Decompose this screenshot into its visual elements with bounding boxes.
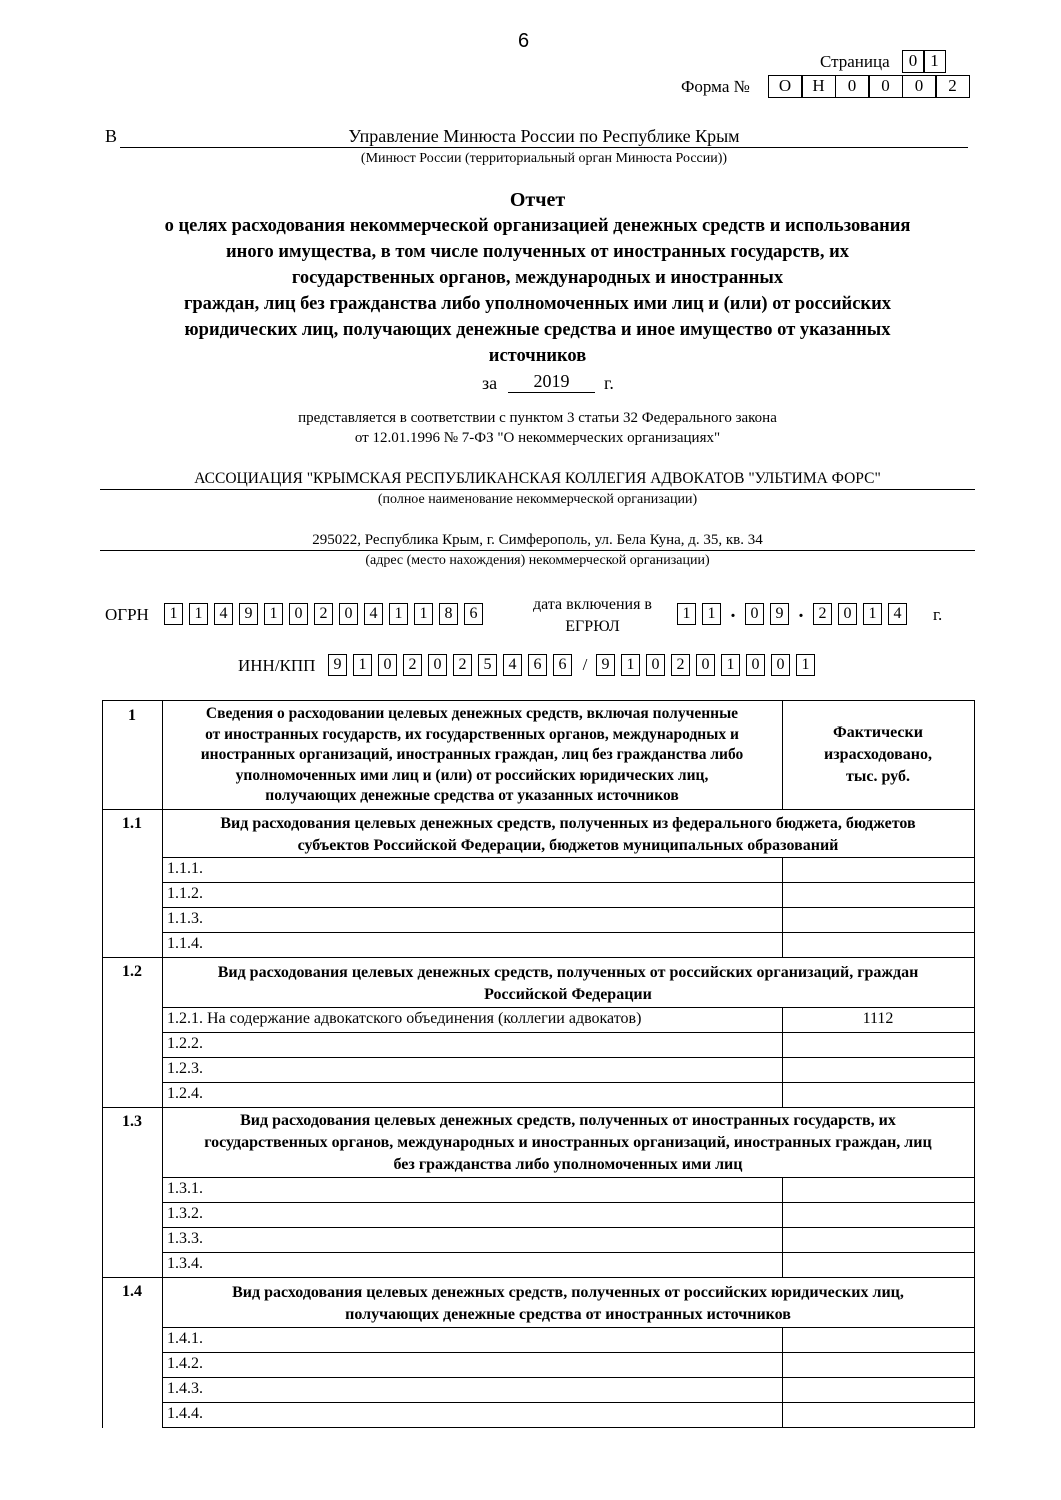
kpp-digit-box: 0 [771, 654, 790, 676]
ogrn-digit-box: 8 [439, 603, 458, 625]
ogrn-digit-box: 0 [339, 603, 358, 625]
section-num: 1.3 [122, 1113, 142, 1130]
inn-digit-box: 9 [328, 654, 347, 676]
recipient-caption: (Минюст России (территориальный орган Минюста России)) [360, 151, 728, 166]
ogrn-digits [164, 603, 489, 625]
ogrn-digit-box: 4 [214, 603, 233, 625]
form-char-box: О [768, 75, 803, 98]
kpp-digit-box: 2 [671, 654, 690, 676]
head-value-line: тыс. руб. [846, 768, 910, 785]
inn-kpp-slash: / [582, 655, 588, 674]
form-label: Форма № [681, 77, 750, 96]
egrul-label-line: дата включения в [533, 596, 652, 613]
subtitle-line: иного имущества, в том числе полученных от иностранных государств, их [226, 242, 849, 262]
ogrn-digit-box: 2 [314, 603, 333, 625]
table-head-description [162, 704, 782, 807]
kpp-digit-box: 1 [621, 654, 640, 676]
kpp-digit-box: 1 [721, 654, 740, 676]
inn-kpp-label: ИНН/КПП [238, 656, 316, 675]
ogrn-digit-box: 1 [264, 603, 283, 625]
section-title-line: Вид расходования целевых денежных средств, полученных от российских организаций, граждан [217, 964, 919, 981]
organization-address: 295022, Республика Крым, г. Симферополь, ул. Бела Куна, д. 35, кв. 34 [312, 532, 763, 548]
table-row-label: 1.2.1. На содержание адвокатского объединения (коллегии адвокатов) [167, 1010, 642, 1027]
inn-digit-box: 2 [453, 654, 472, 676]
table-row-label: 1.2.3. [167, 1060, 203, 1077]
table-row-label: 1.4.1. [167, 1330, 203, 1347]
form-number [769, 75, 970, 98]
legal-basis-line1: представляется в соответствии с пунктом 3 статьи 32 Федерального закона [298, 410, 777, 426]
egrul-year-box: 4 [888, 603, 907, 625]
kpp-digit-box: 0 [746, 654, 765, 676]
egrul-suffix: г. [933, 605, 943, 624]
section-title-line: Вид расходования целевых денежных средств, полученных от иностранных государств, их [240, 1112, 896, 1129]
inn-digit-box: 2 [403, 654, 422, 676]
table-row-label: 1.4.4. [167, 1405, 203, 1422]
head-desc-line: от иностранных государств, их государственных органов, международных и [205, 725, 739, 743]
table-row-label: 1.2.4. [167, 1085, 203, 1102]
egrul-year-box: 2 [813, 603, 832, 625]
ogrn-digit-box: 4 [364, 603, 383, 625]
organization-name-caption: (полное наименование некоммерческой организации) [377, 492, 698, 507]
inn-digit-box: 4 [503, 654, 522, 676]
inn-digit-box: 0 [378, 654, 397, 676]
section-title-line: Вид расходования целевых денежных средств, полученных от российских юридических лиц, [232, 1284, 904, 1301]
head-desc-line: иностранных организаций, иностранных граждан, лиц без гражданства либо [200, 746, 744, 763]
table-row-label: 1.2.2. [167, 1035, 203, 1052]
page-digits [903, 50, 946, 73]
table-row-label: 1.1.3. [167, 910, 203, 927]
page-digit-box: 0 [902, 50, 925, 73]
section-title [162, 813, 974, 857]
subtitle-line: о целях расходования некоммерческой организацией денежных средств и использования [164, 216, 911, 236]
report-title: Отчет [509, 189, 566, 211]
head-desc-line: получающих денежные средства от указанных источников [265, 787, 679, 804]
page-digit-box: 1 [923, 50, 946, 73]
head-desc-line: уполномоченных ими лиц и (или) от российских юридических лиц, [235, 766, 709, 784]
form-char-box: 2 [935, 75, 970, 98]
table-row-label: 1.3.4. [167, 1255, 203, 1272]
year-suffix: г. [604, 373, 614, 393]
table-head-num: 1 [128, 707, 136, 724]
recipient-value: Управление Минюста России по Республике Крым [348, 126, 740, 146]
ogrn-label: ОГРН [105, 605, 149, 624]
subtitle-line: источников [488, 346, 587, 366]
kpp-digit-box: 0 [646, 654, 665, 676]
ogrn-digit-box: 9 [239, 603, 258, 625]
ogrn-digit-box: 1 [389, 603, 408, 625]
ogrn-digit-box: 6 [464, 603, 483, 625]
ogrn-digit-box: 1 [189, 603, 208, 625]
year-prefix: за [482, 373, 498, 393]
section-title-line: государственных органов, международных и иностранных организаций, иностранных граждан, лиц [204, 1134, 932, 1151]
table-row-label: 1.1.1. [167, 860, 203, 877]
date-dot: . [798, 599, 804, 622]
ogrn-digit-box: 0 [289, 603, 308, 625]
form-char-box: 0 [835, 75, 870, 98]
section-title-line: без гражданства либо уполномоченных ими лиц [393, 1156, 743, 1173]
section-title-line: Вид расходования целевых денежных средств, полученных из федерального бюджета, бюджетов [220, 815, 916, 832]
inn-digit-box: 0 [428, 654, 447, 676]
egrul-year-box: 0 [838, 603, 857, 625]
section-title-line: Российской Федерации [484, 986, 652, 1003]
table-row-label: 1.1.2. [167, 885, 203, 902]
ogrn-digit-box: 1 [164, 603, 183, 625]
kpp-digit-box: 0 [696, 654, 715, 676]
egrul-month-box: 0 [745, 603, 764, 625]
egrul-label-line: ЕГРЮЛ [565, 618, 620, 635]
section-title [162, 1110, 974, 1176]
subtitle-line: юридических лиц, получающих денежные средства и иное имущество от указанных [184, 320, 891, 340]
table-row-label: 1.4.2. [167, 1355, 203, 1372]
page-number: 6 [518, 30, 530, 52]
section-title [162, 962, 974, 1006]
subtitle-line: государственных органов, международных и иностранных [291, 268, 784, 288]
kpp-digit-box: 1 [796, 654, 815, 676]
section-title [162, 1282, 974, 1326]
inn-kpp-digits [328, 654, 821, 676]
page-label: Страница [820, 52, 890, 71]
egrul-day-box: 1 [702, 603, 721, 625]
recipient-prefix: В [105, 126, 118, 146]
inn-digit-box: 1 [353, 654, 372, 676]
date-dot: . [730, 599, 736, 622]
table-row-label: 1.3.2. [167, 1205, 203, 1222]
legal-basis-line2: от 12.01.1996 № 7-ФЗ "О некоммерческих организациях" [354, 430, 721, 446]
organization-address-caption: (адрес (место нахождения) некоммерческой организации) [365, 553, 710, 568]
section-num: 1.4 [122, 1283, 142, 1300]
table-row-label: 1.3.1. [167, 1180, 203, 1197]
egrul-month-box: 9 [770, 603, 789, 625]
egrul-label [520, 594, 665, 638]
section-title-line: получающих денежные средства от иностранных источников [345, 1306, 791, 1323]
form-char-box: Н [801, 75, 836, 98]
head-desc-line: Сведения о расходовании целевых денежных средств, включая полученные [205, 705, 739, 722]
organization-name: АССОЦИАЦИЯ "КРЫМСКАЯ РЕСПУБЛИКАНСКАЯ КОЛЛЕГИЯ АДВОКАТОВ "УЛЬТИМА ФОРС" [194, 470, 881, 487]
section-num: 1.1 [122, 815, 142, 832]
inn-digit-box: 5 [478, 654, 497, 676]
table-row-label: 1.1.4. [167, 935, 203, 952]
egrul-year-box: 1 [863, 603, 882, 625]
report-subtitle [100, 213, 975, 369]
egrul-date [677, 599, 913, 625]
inn-digit-box: 6 [528, 654, 547, 676]
ogrn-digit-box: 1 [414, 603, 433, 625]
table-head-value [782, 722, 974, 788]
head-value-line: Фактически [833, 724, 923, 741]
kpp-digit-box: 9 [596, 654, 615, 676]
table-row-value: 1112 [862, 1010, 894, 1027]
section-num: 1.2 [122, 963, 142, 980]
head-value-line: израсходовано, [824, 746, 932, 763]
table-row-label: 1.4.3. [167, 1380, 203, 1397]
inn-digit-box: 6 [553, 654, 572, 676]
egrul-day-box: 1 [677, 603, 696, 625]
table-row-label: 1.3.3. [167, 1230, 203, 1247]
subtitle-line: граждан, лиц без гражданства либо уполномоченных ими лиц и (или) от российских [183, 294, 891, 314]
section-title-line: субъектов Российской Федерации, бюджетов муниципальных образований [297, 837, 839, 854]
report-year: 2019 [533, 371, 570, 391]
form-char-box: 0 [902, 75, 937, 98]
form-char-box: 0 [868, 75, 903, 98]
